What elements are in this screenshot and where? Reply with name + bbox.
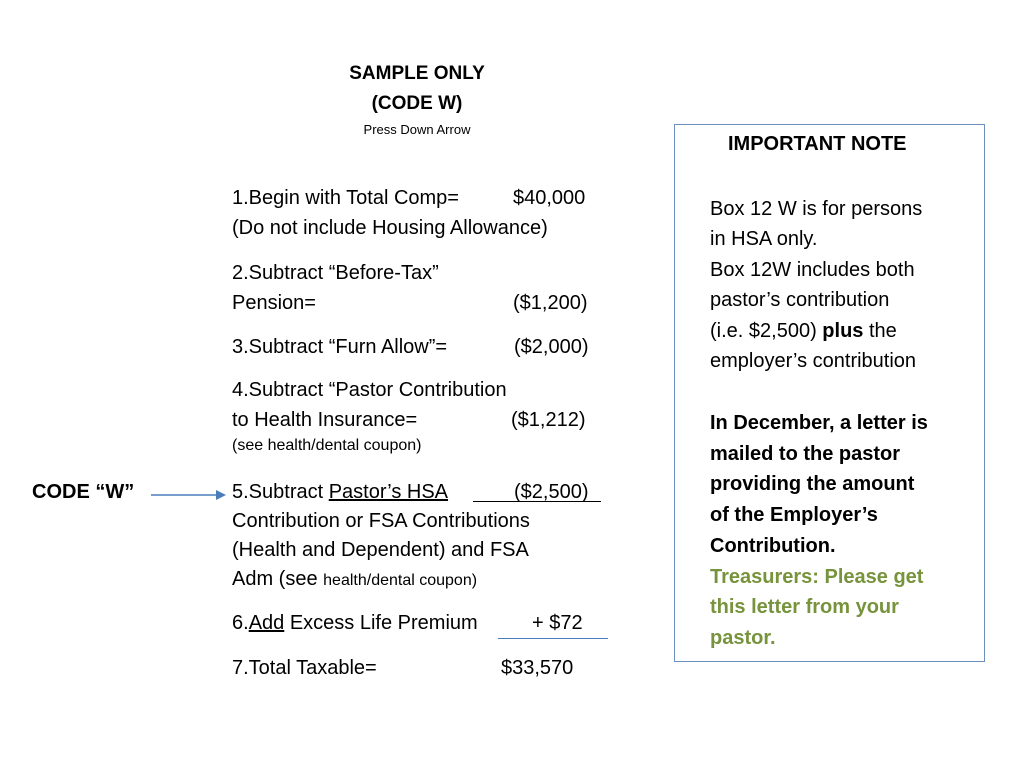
- step-5-underlined: Pastor’s HSA: [328, 481, 449, 503]
- note-p2-l4: employer’s contribution: [710, 350, 917, 372]
- total-rule: [498, 638, 608, 639]
- note-p3-l2: mailed to the pastor: [710, 443, 901, 465]
- step-4-note: (see health/dental coupon): [232, 437, 422, 454]
- step-5-line-4-main: Adm (see: [232, 568, 324, 590]
- pointer-arrow-icon: [150, 485, 228, 505]
- page-title: SAMPLE ONLY: [349, 63, 485, 84]
- step-5-line-3: (Health and Dependent) and FSA: [232, 539, 529, 561]
- note-p4-l2: this letter from your: [710, 596, 899, 618]
- note-p1-l1: Box 12 W is for persons: [710, 198, 923, 220]
- step-4-label-cont: to Health Insurance=: [232, 409, 418, 431]
- step-4-label: 4.Subtract “Pastor Contribution: [232, 379, 507, 401]
- step-6-prefix: 6.: [232, 612, 249, 634]
- step-6-underlined: Add: [248, 612, 285, 634]
- step-7-label: 7.Total Taxable=: [232, 657, 377, 679]
- step-5-label: [232, 477, 448, 507]
- code-w-label: CODE “W”: [32, 481, 135, 503]
- step-5-line-4: [232, 564, 477, 596]
- step-4-value: ($1,212): [511, 409, 586, 431]
- step-5-line-2: Contribution or FSA Contributions: [232, 510, 530, 532]
- note-p3-l4: of the Employer’s: [710, 504, 878, 526]
- step-3-value: ($2,000): [514, 336, 589, 358]
- note-p2-l3-bold: plus: [822, 320, 864, 342]
- step-1-label: 1.Begin with Total Comp=: [232, 187, 459, 209]
- note-p2-l3: [710, 316, 897, 347]
- step-5-line-4-small: health/dental coupon): [323, 572, 478, 589]
- step-2-label: 2.Subtract “Before-Tax”: [232, 262, 439, 284]
- page-subtitle: (CODE W): [371, 93, 463, 114]
- note-p2-l3-b: the: [863, 320, 897, 342]
- note-p2-l2: pastor’s contribution: [710, 289, 890, 311]
- step-6-label: [232, 608, 478, 638]
- note-p3-l1: In December, a letter is: [710, 412, 928, 434]
- note-p3-l5: Contribution.: [710, 535, 836, 557]
- note-p3-l3: providing the amount: [710, 473, 915, 495]
- step-1-note: (Do not include Housing Allowance): [232, 217, 548, 239]
- step-5-value: ($2,500): [514, 481, 589, 503]
- step-7-value: $33,570: [501, 657, 574, 679]
- note-heading: IMPORTANT NOTE: [728, 133, 907, 155]
- step-6-rest: Excess Life Premium: [284, 612, 478, 634]
- step-3-label: 3.Subtract “Furn Allow”=: [232, 336, 448, 358]
- step-1-value: $40,000: [513, 187, 586, 209]
- step-5-prefix: 5.Subtract: [232, 481, 329, 503]
- note-p2-l3-a: (i.e. $2,500): [710, 320, 823, 342]
- step-2-value: ($1,200): [513, 292, 588, 314]
- step-2-label-cont: Pension=: [232, 292, 316, 314]
- note-p1-l2: in HSA only.: [710, 228, 818, 250]
- nav-hint: Press Down Arrow: [363, 122, 471, 137]
- note-p4-l1: Treasurers: Please get: [710, 566, 924, 588]
- note-p2-l1: Box 12W includes both: [710, 259, 915, 281]
- step-6-value: + $72: [532, 612, 583, 634]
- note-p4-l3: pastor.: [710, 627, 776, 649]
